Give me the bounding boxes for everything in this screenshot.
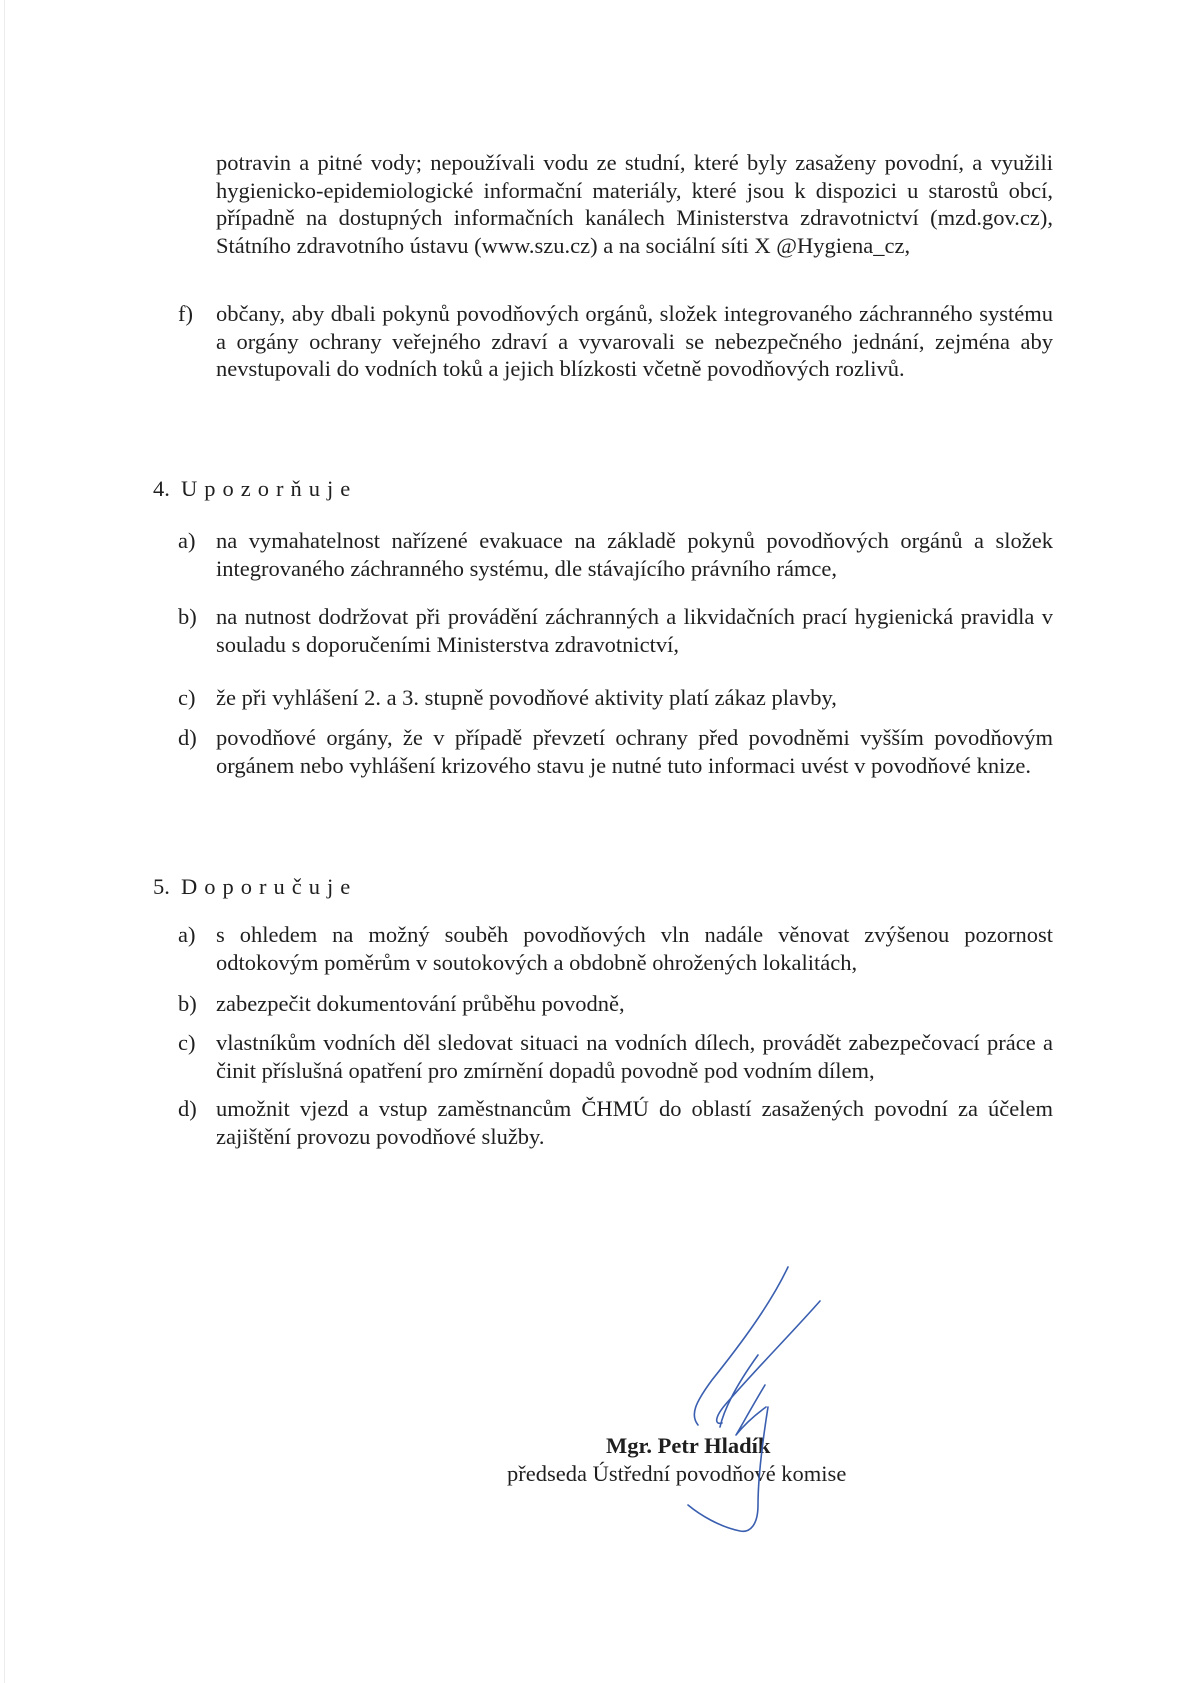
list-item bbox=[178, 1029, 1053, 1085]
item-text: zabezpečit dokumentování průběhu povodně, bbox=[216, 991, 625, 1016]
section-title: Upozorňuje bbox=[181, 476, 358, 501]
section-5-heading bbox=[153, 873, 357, 901]
signature-stroke bbox=[694, 1267, 788, 1425]
signature-stroke bbox=[688, 1407, 768, 1531]
section-title: Doporučuje bbox=[181, 874, 358, 899]
list-item bbox=[178, 724, 1053, 808]
item-marker: b) bbox=[178, 604, 197, 629]
list-item bbox=[178, 990, 1053, 1018]
intro-paragraph: potravin a pitné vody; nepoužívali vodu ze studní, které byly zasaženy povodní, a využili hygienicko-epidemiologické informační materiály, které jsou k dispozici u starostů obcí, případně na dostupných informačních kanálech Ministerstva zdravotnictví (mzd.gov.cz), Státního zdravotního ústavu (www.szu.cz) a na sociální síti X @Hygiena_cz, bbox=[216, 150, 1053, 258]
page-edge bbox=[4, 0, 5, 1683]
item-text: na vymahatelnost nařízené evakuace na základě pokynů povodňových orgánů a složek integrovaného záchranného systému, dle stávajícího právního rámce, bbox=[216, 528, 1053, 581]
item-marker: c) bbox=[178, 685, 196, 710]
item-text: s ohledem na možný souběh povodňových vln nadále věnovat zvýšenou pozornost odtokovým poměrům v soutokových a obdobně ohrožených lokalitách, bbox=[216, 922, 1053, 975]
signature-stroke bbox=[736, 1385, 766, 1435]
item-marker: a) bbox=[178, 528, 196, 553]
signature-stroke bbox=[717, 1301, 820, 1423]
list-item bbox=[178, 1095, 1053, 1151]
item-marker: c) bbox=[178, 1030, 196, 1055]
item-marker: d) bbox=[178, 725, 197, 750]
section-number: 4. bbox=[153, 476, 170, 501]
item-marker: d) bbox=[178, 1096, 197, 1121]
item-text: povodňové orgány, že v případě převzetí ochrany před povodněmi vyšším povodňovým orgánem nebo vyhlášení krizového stavu je nutné tuto informaci uvést v povodňové knize. bbox=[216, 725, 1053, 778]
signatory-name: Mgr. Petr Hladík bbox=[606, 1433, 771, 1458]
item-marker: a) bbox=[178, 922, 196, 947]
list-item bbox=[178, 921, 1053, 977]
list-item bbox=[178, 527, 1053, 583]
item-text: umožnit vjezd a vstup zaměstnancům ČHMÚ do oblastí zasažených povodní za účelem zajištění provozu povodňové služby. bbox=[216, 1096, 1053, 1149]
list-item bbox=[178, 603, 1053, 659]
item-text: že při vyhlášení 2. a 3. stupně povodňové aktivity platí zákaz plavby, bbox=[216, 685, 837, 710]
list-item-f bbox=[178, 300, 1053, 412]
section-number: 5. bbox=[153, 874, 170, 899]
item-marker: f) bbox=[178, 301, 193, 326]
list-item bbox=[178, 684, 1053, 712]
section-4-heading bbox=[153, 475, 357, 503]
item-text: vlastníkům vodních děl sledovat situaci na vodních dílech, provádět zabezpečovací práce a činit příslušná opatření pro zmírnění dopadů povodně pod vodním dílem, bbox=[216, 1030, 1053, 1083]
signatory-role: předseda Ústřední povodňové komise bbox=[507, 1461, 847, 1486]
signature-stroke bbox=[720, 1355, 758, 1427]
item-text: občany, aby dbali pokynů povodňových orgánů, složek integrovaného záchranného systému a orgány ochrany veřejného zdraví a vyvarovali se nebezpečného jednání, zejména aby nevstupovali do vodních toků a jejich blízkosti včetně povodňových rozlivů. bbox=[216, 301, 1053, 381]
item-text: na nutnost dodržovat při provádění záchranných a likvidačních prací hygienická pravidla v souladu s doporučeními Ministerstva zdravotnictví, bbox=[216, 604, 1053, 657]
item-marker: b) bbox=[178, 991, 197, 1016]
handwritten-signature bbox=[670, 1265, 870, 1545]
